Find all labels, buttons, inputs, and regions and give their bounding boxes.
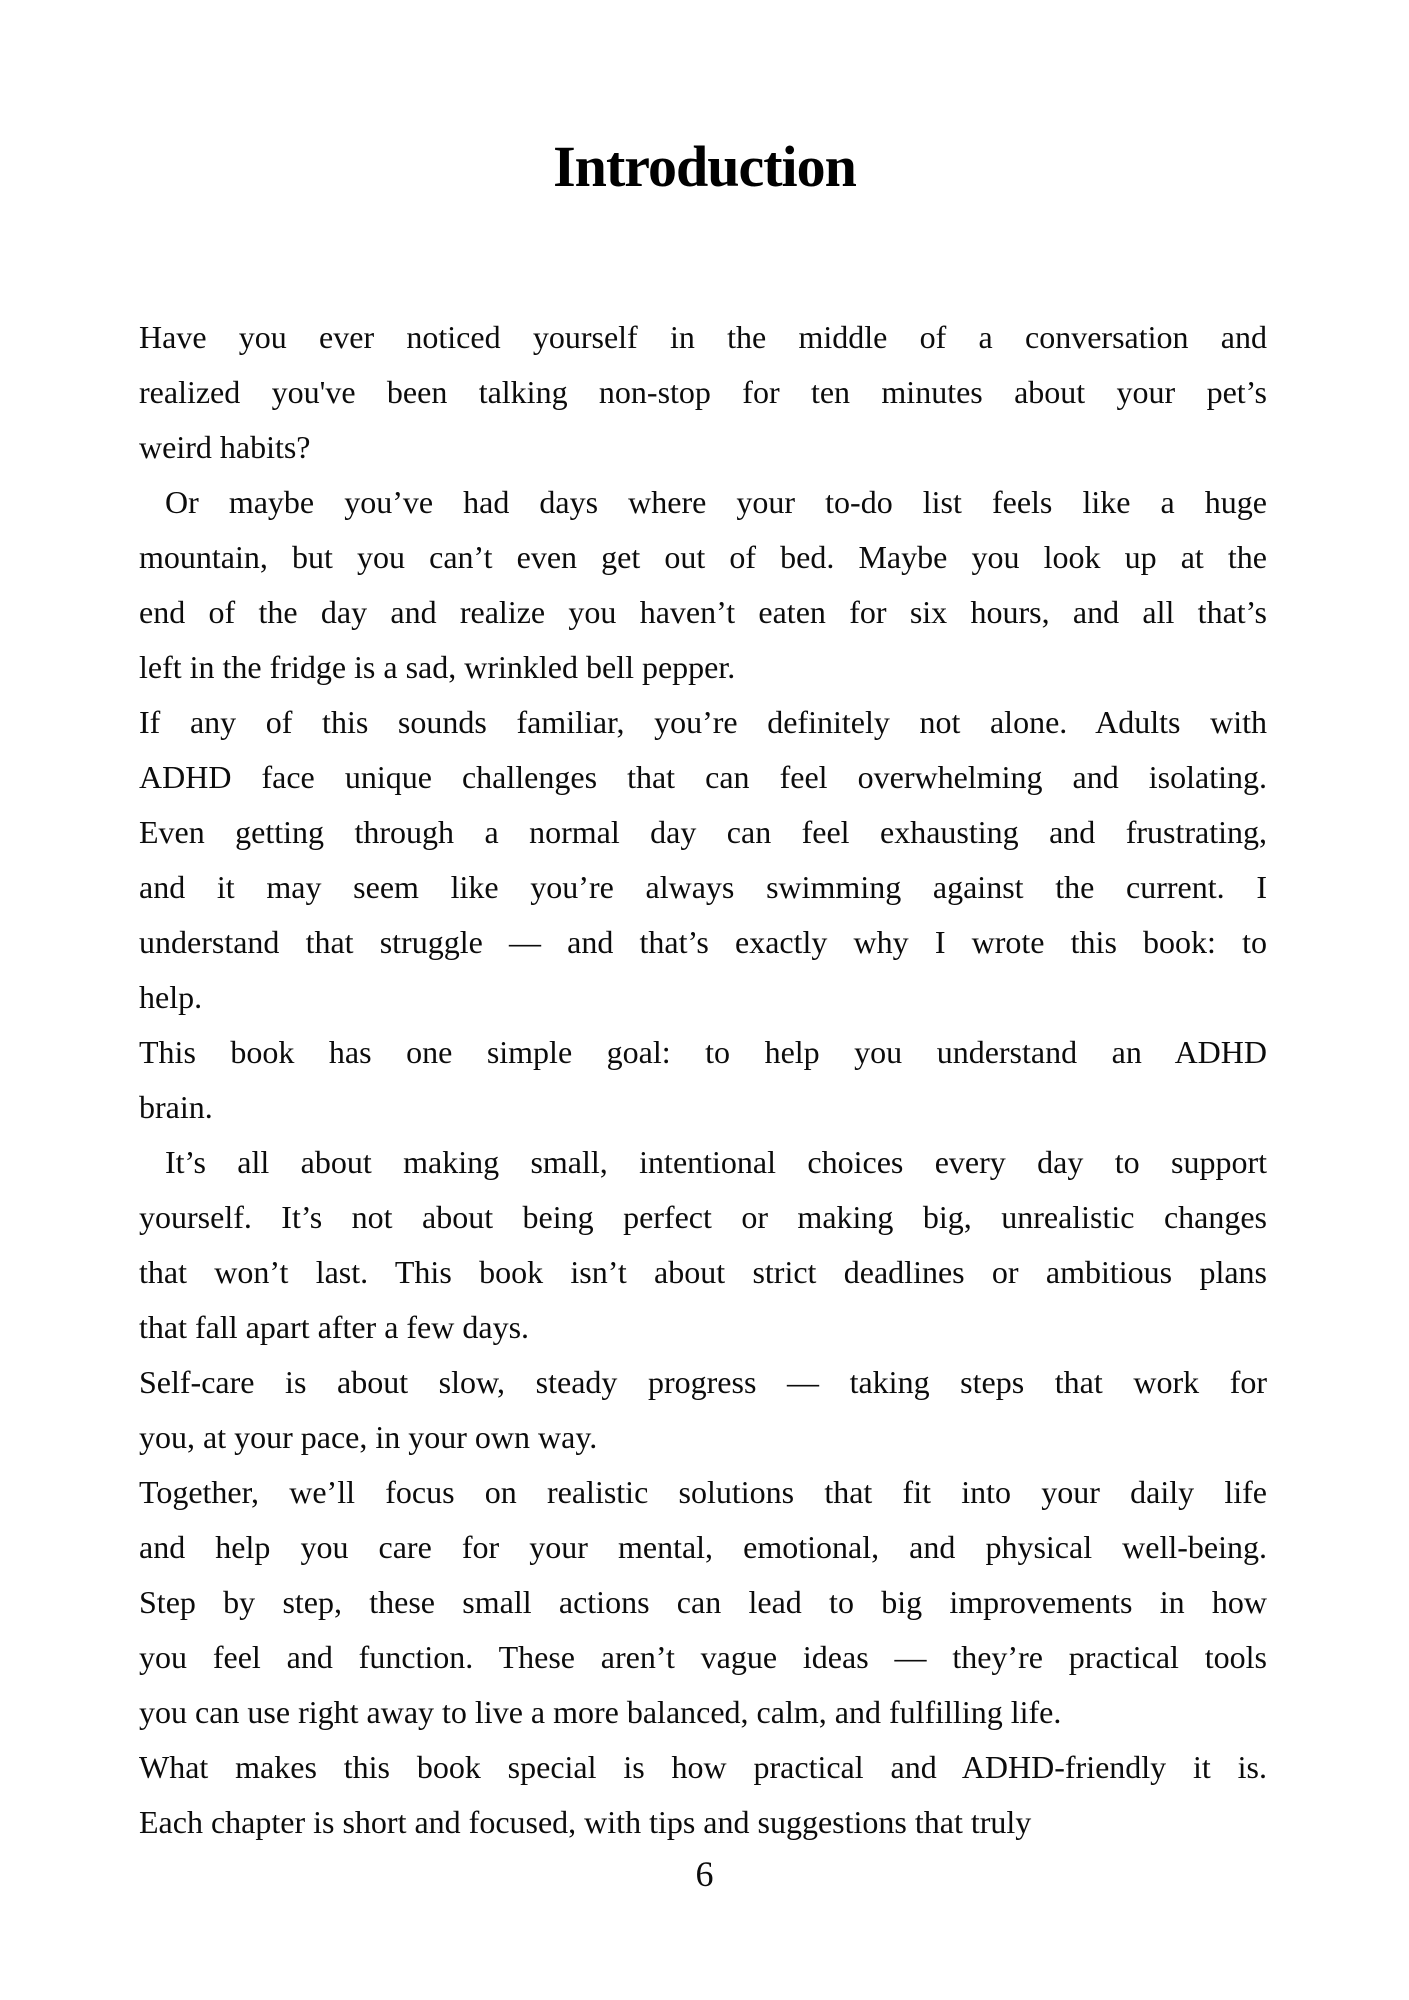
- paragraph: [139, 695, 1267, 1025]
- page-number: 6: [695, 1854, 714, 1894]
- text-line: that fall apart after a few days.: [139, 1309, 530, 1345]
- text-line: Self-care is about slow, steady progress — taking steps that work for: [139, 1364, 1267, 1400]
- text-line: If any of this sounds familiar, you’re definitely not alone. Adults with: [139, 704, 1267, 740]
- body-text: [139, 310, 1267, 1850]
- text-line: understand that struggle — and that’s exactly why I wrote this book: to: [139, 924, 1267, 960]
- text-line: What makes this book special is how practical and ADHD-friendly it is.: [139, 1749, 1267, 1785]
- page-title: Introduction: [553, 134, 856, 199]
- text-line: Have you ever noticed yourself in the middle of a conversation and: [139, 319, 1267, 355]
- text-line: end of the day and realize you haven’t eaten for six hours, and all that’s: [139, 594, 1267, 630]
- text-line: you can use right away to live a more balanced, calm, and fulfilling life.: [139, 1694, 1062, 1730]
- text-line: mountain, but you can’t even get out of bed. Maybe you look up at the: [139, 539, 1267, 575]
- text-line: help.: [139, 979, 203, 1015]
- paragraph: [139, 1135, 1267, 1355]
- paragraph: [139, 475, 1267, 695]
- paragraph: [139, 1740, 1267, 1850]
- text-line: you feel and function. These aren’t vague ideas — they’re practical tools: [139, 1639, 1267, 1675]
- text-line: you, at your pace, in your own way.: [139, 1419, 598, 1455]
- text-line: yourself. It’s not about being perfect or making big, unrealistic changes: [139, 1199, 1267, 1235]
- paragraph: [139, 1465, 1267, 1740]
- text-line: and it may seem like you’re always swimming against the current. I: [139, 869, 1267, 905]
- text-line: This book has one simple goal: to help you understand an ADHD: [139, 1034, 1267, 1070]
- text-line: Together, we’ll focus on realistic solutions that fit into your daily life: [139, 1474, 1267, 1510]
- text-line: weird habits?: [139, 429, 311, 465]
- text-line: and help you care for your mental, emotional, and physical well-being.: [139, 1529, 1267, 1565]
- text-line: ADHD face unique challenges that can feel overwhelming and isolating.: [139, 759, 1267, 795]
- paragraph: [139, 310, 1267, 475]
- paragraph: [139, 1025, 1267, 1135]
- text-line: left in the fridge is a sad, wrinkled bell pepper.: [139, 649, 736, 685]
- text-line: Step by step, these small actions can lead to big improvements in how: [139, 1584, 1267, 1620]
- text-line: It’s all about making small, intentional choices every day to support: [165, 1144, 1267, 1180]
- text-line: realized you've been talking non-stop for ten minutes about your pet’s: [139, 374, 1267, 410]
- text-line: Even getting through a normal day can feel exhausting and frustrating,: [139, 814, 1267, 850]
- paragraph: [139, 1355, 1267, 1465]
- text-line: Each chapter is short and focused, with tips and suggestions that truly: [139, 1804, 1032, 1840]
- text-line: Or maybe you’ve had days where your to-do list feels like a huge: [165, 484, 1267, 520]
- text-line: that won’t last. This book isn’t about strict deadlines or ambitious plans: [139, 1254, 1267, 1290]
- text-line: brain.: [139, 1089, 213, 1125]
